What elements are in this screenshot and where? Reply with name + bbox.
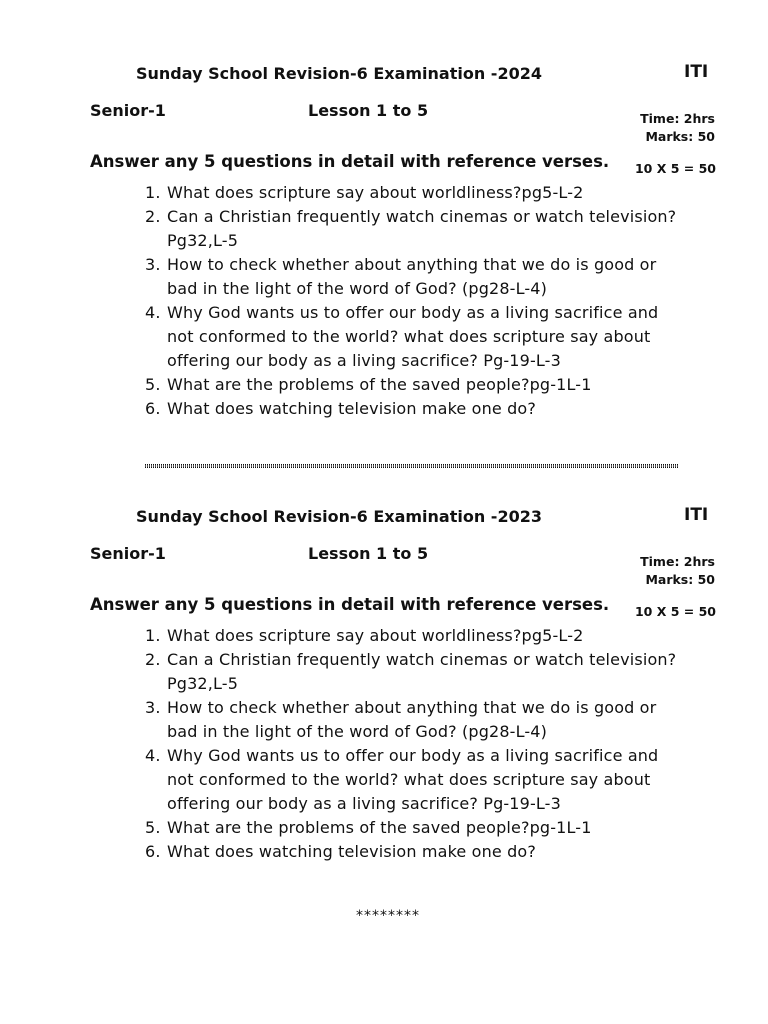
question-number: 5.	[145, 818, 161, 837]
question-item	[145, 816, 685, 840]
question-item	[145, 624, 685, 648]
question-item	[145, 373, 685, 397]
lesson-label: Lesson 1 to 5	[308, 101, 429, 120]
question-number: 1.	[145, 626, 161, 645]
question-number: 2.	[145, 207, 161, 226]
question-number: 5.	[145, 375, 161, 394]
question-item	[145, 397, 685, 421]
iti-tag: ITI	[684, 505, 709, 525]
class-label: Senior-1	[90, 544, 166, 563]
question-number: 4.	[145, 303, 161, 322]
end-marker: ********	[356, 908, 420, 924]
section-divider	[145, 464, 678, 468]
marks-label: Marks: 50	[645, 129, 715, 144]
question-item	[145, 744, 685, 816]
question-list	[145, 181, 685, 421]
question-text: Why God wants us to offer our body as a living sacrifice and not conformed to the world? what does scripture say about offering our body as a living sacrifice? Pg-19-L-3	[167, 303, 659, 370]
question-text: Can a Christian frequently watch cinemas or watch television? Pg32,L-5	[167, 207, 677, 250]
question-text: How to check whether about anything that we do is good or bad in the light of the word of God? (pg28-L-4)	[167, 698, 657, 741]
scoring-label: 10 X 5 = 50	[634, 604, 716, 619]
question-item	[145, 301, 685, 373]
question-item	[145, 648, 685, 696]
question-text: What are the problems of the saved people?pg-1L-1	[167, 818, 592, 837]
question-number: 6.	[145, 842, 161, 861]
iti-tag: ITI	[684, 62, 709, 82]
time-label: Time: 2hrs	[640, 554, 715, 569]
marks-label: Marks: 50	[645, 572, 715, 587]
question-text: What are the problems of the saved people?pg-1L-1	[167, 375, 592, 394]
question-number: 1.	[145, 183, 161, 202]
question-item	[145, 181, 685, 205]
question-number: 6.	[145, 399, 161, 418]
question-text: How to check whether about anything that we do is good or bad in the light of the word of God? (pg28-L-4)	[167, 255, 657, 298]
lesson-label: Lesson 1 to 5	[308, 544, 429, 563]
question-number: 4.	[145, 746, 161, 765]
question-text: What does watching television make one do?	[167, 842, 536, 861]
question-text: What does scripture say about worldliness?pg5-L-2	[167, 183, 584, 202]
question-number: 3.	[145, 698, 161, 717]
instruction: Answer any 5 questions in detail with reference verses.	[90, 152, 610, 171]
question-text: Can a Christian frequently watch cinemas or watch television? Pg32,L-5	[167, 650, 677, 693]
class-label: Senior-1	[90, 101, 166, 120]
instruction: Answer any 5 questions in detail with reference verses.	[90, 595, 610, 614]
question-item	[145, 253, 685, 301]
question-item	[145, 840, 685, 864]
question-text: What does scripture say about worldliness?pg5-L-2	[167, 626, 584, 645]
question-text: Why God wants us to offer our body as a living sacrifice and not conformed to the world? what does scripture say about offering our body as a living sacrifice? Pg-19-L-3	[167, 746, 659, 813]
question-number: 2.	[145, 650, 161, 669]
question-text: What does watching television make one do?	[167, 399, 536, 418]
exam-title: Sunday School Revision-6 Examination -2023	[136, 507, 542, 526]
question-item	[145, 696, 685, 744]
time-label: Time: 2hrs	[640, 111, 715, 126]
question-item	[145, 205, 685, 253]
scoring-label: 10 X 5 = 50	[634, 161, 716, 176]
question-number: 3.	[145, 255, 161, 274]
exam-title: Sunday School Revision-6 Examination -2024	[136, 64, 542, 83]
question-list	[145, 624, 685, 864]
